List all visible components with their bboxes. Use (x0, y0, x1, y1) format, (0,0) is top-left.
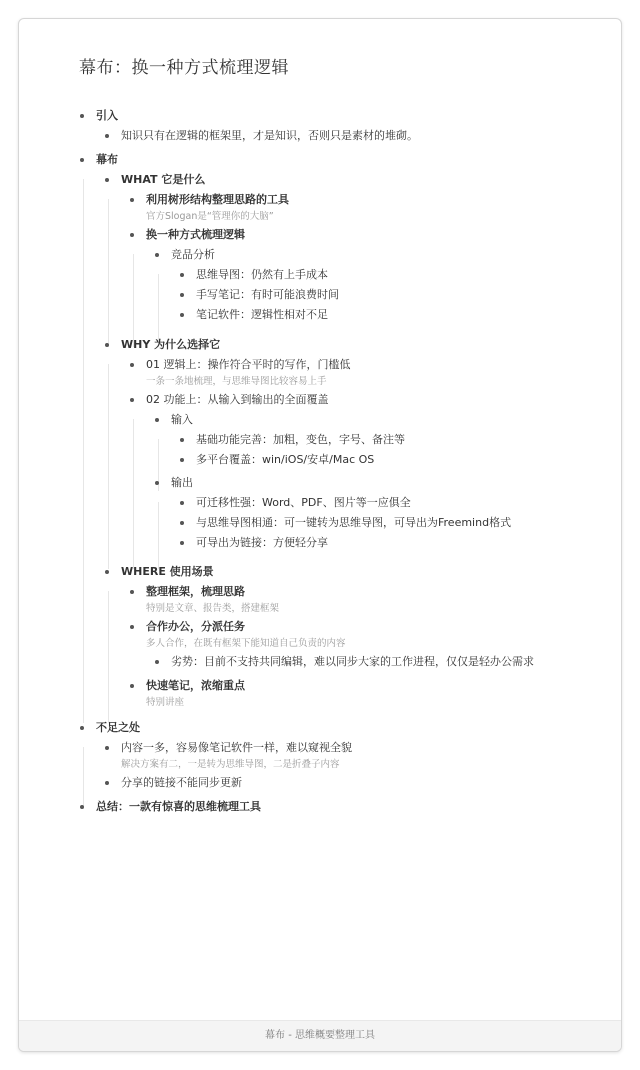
node-text: 与思维导图相通：可一键转为思维导图，可导出为Freemind格式 (196, 516, 512, 529)
outline-node-coop-child[interactable] (171, 652, 534, 672)
node-note: 特别讲座 (146, 697, 185, 708)
node-text: 可导出为链接：方便轻分享 (196, 536, 328, 549)
node-text: 整理框架，梳理思路 (146, 585, 245, 598)
outline-node-tool[interactable] (146, 190, 289, 210)
node-text: 思维导图：仍然有上手成本 (196, 268, 328, 281)
bullet-icon[interactable] (180, 313, 184, 317)
node-text: 多平台覆盖：win/iOS/安卓/Mac OS (196, 453, 375, 466)
outline-node-output-item[interactable] (196, 493, 411, 513)
node-text: 换一种方式梳理逻辑 (146, 228, 245, 241)
node-text: 利用树形结构整理思路的工具 (146, 193, 289, 206)
outline-node-shortcoming-c1[interactable] (121, 738, 352, 758)
bullet-icon[interactable] (80, 805, 84, 809)
node-text: 01 逻辑上：操作符合平时的写作，门槛低 (146, 358, 351, 371)
node-text: 02 功能上：从输入到输出的全面覆盖 (146, 393, 329, 406)
node-note: 官方Slogan是“管理你的大脑” (146, 211, 274, 222)
bullet-icon[interactable] (130, 398, 134, 402)
node-text: 输入 (171, 413, 193, 426)
tree-guide-way (133, 254, 134, 347)
outline-node-compete[interactable] (171, 245, 215, 265)
bullet-icon[interactable] (180, 273, 184, 277)
bullet-icon[interactable] (130, 363, 134, 367)
node-note: 解决方案有二，一是转为思维导图，二是折叠子内容 (121, 759, 340, 770)
document-window (18, 18, 622, 1052)
bullet-icon[interactable] (80, 114, 84, 118)
outline-node-mubu[interactable] (96, 150, 118, 170)
outline-node-intro-child[interactable] (121, 126, 418, 146)
outline-node-where[interactable] (121, 562, 214, 582)
outline-node-shortcoming-c2[interactable] (121, 773, 242, 793)
node-text: 可迁移性强：Word、PDF、图片等一应俱全 (196, 496, 411, 509)
node-text: 快速笔记，浓缩重点 (146, 679, 245, 692)
bullet-icon[interactable] (105, 178, 109, 182)
footer-bar (19, 1020, 621, 1051)
outline-node-input-item[interactable] (196, 450, 374, 470)
bullet-icon[interactable] (180, 293, 184, 297)
node-text: 分享的链接不能同步更新 (121, 776, 242, 789)
node-note: 一条一条地梳理，与思维导图比较容易上手 (146, 376, 327, 387)
bullet-icon[interactable] (155, 481, 159, 485)
bullet-icon[interactable] (180, 458, 184, 462)
outline-node-coop[interactable] (146, 617, 245, 637)
outline-node-frame[interactable] (146, 582, 245, 602)
outline-node-output-item[interactable] (196, 513, 511, 533)
bullet-icon[interactable] (180, 438, 184, 442)
bullet-icon[interactable] (130, 233, 134, 237)
outline-node-compete-item[interactable] (196, 265, 328, 285)
bullet-icon[interactable] (105, 570, 109, 574)
node-text: 手写笔记：有时可能浪费时间 (196, 288, 339, 301)
outline-node-output-item[interactable] (196, 533, 328, 553)
outline-node-shortcoming[interactable] (96, 718, 140, 738)
bullet-icon[interactable] (130, 198, 134, 202)
node-note: 多人合作，在既有框架下能知道自己负责的内容 (146, 638, 346, 649)
bullet-icon[interactable] (180, 541, 184, 545)
outline-node-way[interactable] (146, 225, 245, 245)
tree-guide-output (158, 502, 159, 569)
node-text: WHERE 使用场景 (121, 565, 214, 578)
node-text: 劣势：目前不支持共同编辑，难以同步大家的工作进程，仅仅是轻办公需求 (171, 655, 534, 668)
bullet-icon[interactable] (80, 158, 84, 162)
node-text: 合作办公，分派任务 (146, 620, 245, 633)
node-text: 知识只有在逻辑的框架里，才是知识，否则只是素材的堆砌。 (121, 129, 418, 142)
outline-node-input[interactable] (171, 410, 193, 430)
node-text: 基础功能完善：加粗，变色，字号、备注等 (196, 433, 405, 446)
bullet-icon[interactable] (155, 253, 159, 257)
outline-node-quick[interactable] (146, 676, 245, 696)
outline-node-summary[interactable] (96, 797, 261, 817)
node-text: 引入 (96, 109, 118, 122)
node-text: WHAT 它是什么 (121, 173, 206, 186)
footer-text: 幕布 - 思维概要整理工具 (265, 1030, 375, 1041)
outline-node-func[interactable] (146, 390, 329, 410)
node-text: 笔记软件：逻辑性相对不足 (196, 308, 328, 321)
outline-node-what[interactable] (121, 170, 205, 190)
tree-guide-what (108, 199, 109, 347)
node-text: WHY 为什么选择它 (121, 338, 221, 351)
bullet-icon[interactable] (180, 501, 184, 505)
bullet-icon[interactable] (180, 521, 184, 525)
node-text: 幕布 (96, 153, 118, 166)
tree-guide-func (133, 419, 134, 569)
tree-guide-where (108, 591, 109, 723)
node-text: 输出 (171, 476, 193, 489)
bullet-icon[interactable] (155, 418, 159, 422)
node-text: 竞品分析 (171, 248, 215, 261)
bullet-icon[interactable] (105, 134, 109, 138)
document-title: 幕布：换一种方式梳理逻辑 (79, 58, 289, 78)
node-text: 内容一多，容易像笔记软件一样，难以窥视全貌 (121, 741, 352, 754)
bullet-icon[interactable] (105, 746, 109, 750)
bullet-icon[interactable] (130, 625, 134, 629)
outline-node-compete-item[interactable] (196, 285, 339, 305)
bullet-icon[interactable] (130, 590, 134, 594)
bullet-icon[interactable] (130, 684, 134, 688)
node-text: 不足之处 (96, 721, 140, 734)
outline-node-compete-item[interactable] (196, 305, 328, 325)
node-text: 总结：一款有惊喜的思维梳理工具 (96, 800, 261, 813)
outline-node-intro[interactable] (96, 106, 118, 126)
node-note: 特别是文章、报告类，搭建框架 (146, 603, 280, 614)
tree-guide-mubu (83, 179, 84, 723)
outline-node-output[interactable] (171, 473, 193, 493)
outline-node-why[interactable] (121, 335, 220, 355)
bullet-icon[interactable] (105, 343, 109, 347)
outline-node-logic[interactable] (146, 355, 351, 375)
outline-node-input-item[interactable] (196, 430, 405, 450)
tree-guide-why (108, 364, 109, 569)
tree-guide-shortcoming (83, 747, 84, 809)
bullet-icon[interactable] (155, 660, 159, 664)
bullet-icon[interactable] (80, 726, 84, 730)
bullet-icon[interactable] (105, 781, 109, 785)
